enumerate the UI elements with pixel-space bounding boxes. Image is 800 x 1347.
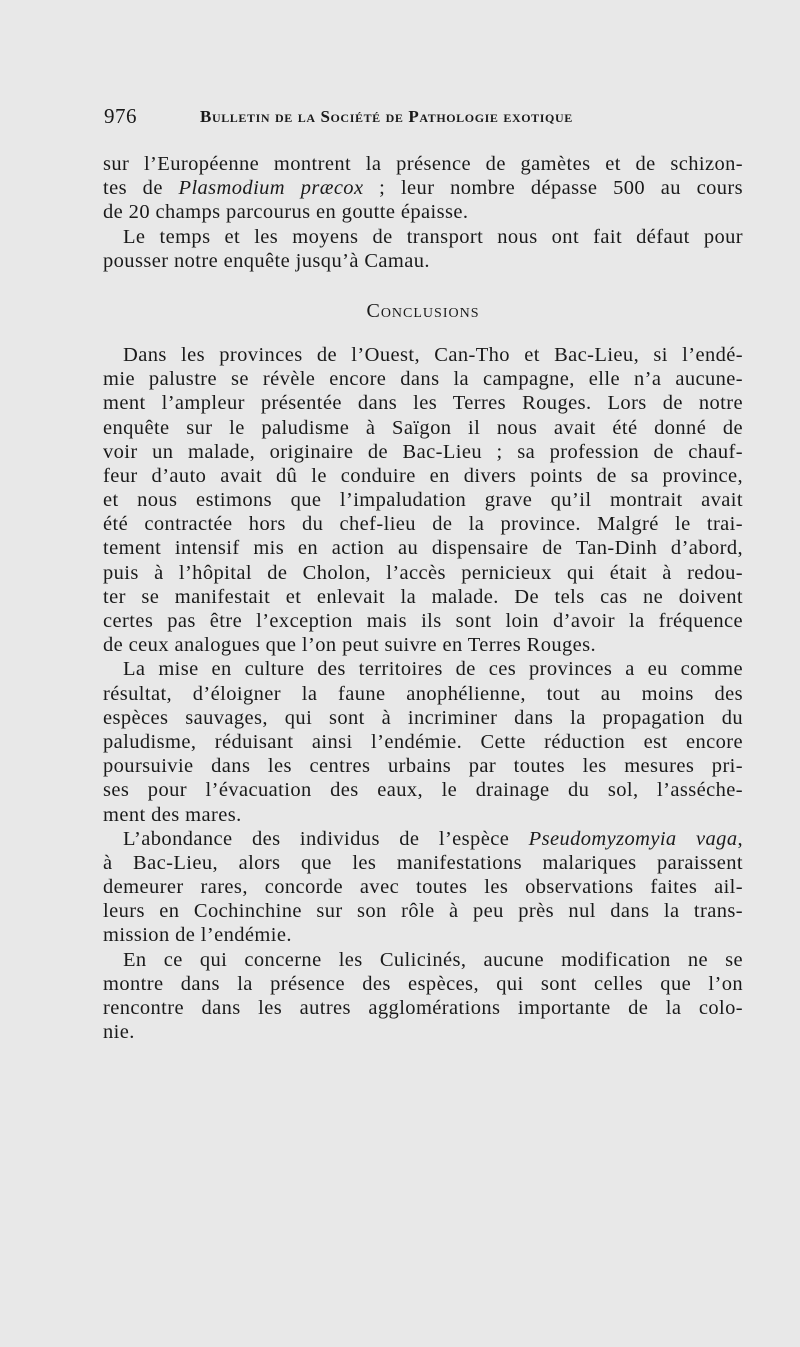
text-line: Le temps et les moyens de transport nous ont fait défaut pour [123, 225, 743, 248]
species-name: Pseudomyzomyia vaga [528, 827, 738, 850]
text-line: pousser notre enquête jusqu’à Camau. [103, 249, 430, 272]
text-line: espèces sauvages, qui sont à incriminer dans la propagation du [103, 706, 743, 729]
article-body [103, 152, 743, 1044]
text-line: ment des mares. [103, 803, 242, 826]
text-line: tement intensif mis en action au dispensaire de Tan-Dinh d’abord, [103, 537, 743, 560]
text-line: La mise en culture des territoires de ces provinces a eu comme [123, 658, 743, 681]
page-header [104, 104, 744, 132]
text-line: feur d’auto avait dû le conduire en divers points de sa province, [103, 464, 743, 487]
text-line: nie. [103, 1021, 135, 1044]
text-line: certes pas être l’exception mais ils sont loin d’avoir la fréquence [103, 610, 743, 632]
text-line: été contractée hors du chef-lieu de la province. Malgré le trai- [103, 513, 743, 536]
paragraph [103, 225, 743, 273]
paragraph [103, 827, 743, 948]
text-line: mission de l’endémie. [103, 924, 292, 947]
paragraph [103, 343, 743, 657]
text-line: à Bac-Lieu, alors que les manifestations malariques paraissent [103, 851, 743, 874]
text-line: leurs en Cochinchine sur son rôle à peu près nul dans la trans- [103, 900, 743, 923]
species-name: Plasmodium præcox [178, 177, 364, 200]
text-line: mie palustre se révèle encore dans la campagne, elle n’a aucune- [103, 368, 743, 391]
page-number: 976 [104, 104, 137, 128]
text-line: voir un malade, originaire de Bac-Lieu ; sa profession de chauf- [103, 440, 743, 463]
text-line: ment l’ampleur présentée dans les Terres Rouges. Lors de notre [103, 392, 743, 415]
text-line: rencontre dans les autres agglomérations importante de la colo- [103, 997, 743, 1019]
text-line: de 20 champs parcourus en goutte épaisse. [103, 201, 469, 224]
text-line: puis à l’hôpital de Cholon, l’accès pernicieux qui était à redou- [103, 561, 743, 584]
text-line: montre dans la présence des espèces, qui sont celles que l’on [103, 972, 743, 995]
text-line: Dans les provinces de l’Ouest, Can-Tho et Bac-Lieu, si l’endé- [123, 343, 743, 366]
text-line: de ceux analogues que l’on peut suivre en Terres Rouges. [103, 634, 597, 657]
text-line: ter se manifestait et enlevait la malade. De tels cas ne doivent [103, 585, 743, 608]
line-tail: ; leur nombre dépasse 500 au cours [363, 177, 743, 200]
paragraph [103, 657, 743, 826]
text-line: tes de Plasmodium præcox ; leur nombre dépasse 500 au cours [103, 177, 743, 200]
running-title: Bulletin de la Société de Pathologie exotique [200, 107, 573, 126]
text-line: demeurer rares, concorde avec toutes les observations faites ail- [103, 876, 743, 899]
text-line: sur l’Européenne montrent la présence de gamètes et de schizon- [103, 153, 743, 175]
text-line: ses pour l’évacuation des eaux, le drainage du sol, l’asséche- [103, 779, 743, 802]
text-line: poursuivie dans les centres urbains par toutes les mesures pri- [103, 755, 743, 778]
paragraph [103, 152, 743, 225]
line-suffix: , [737, 827, 744, 850]
text-line: paludisme, réduisant ainsi l’endémie. Cette réduction est encore [103, 730, 743, 753]
paragraph [103, 948, 743, 1045]
text-line [103, 827, 743, 851]
line-prefix: L’abondance des individus de l’espèce [123, 827, 529, 850]
text-line: résultat, d’éloigner la faune anophélienne, tout au moins des [103, 682, 743, 705]
text-line: et nous estimons que l’impaludation grave qu’il montrait avait [103, 489, 743, 512]
text-line: enquête sur le paludisme à Saïgon il nous avait été donné de [103, 416, 743, 439]
text-line: En ce qui concerne les Culicinés, aucune modification ne se [123, 948, 743, 971]
section-heading: Conclusions [366, 299, 480, 322]
